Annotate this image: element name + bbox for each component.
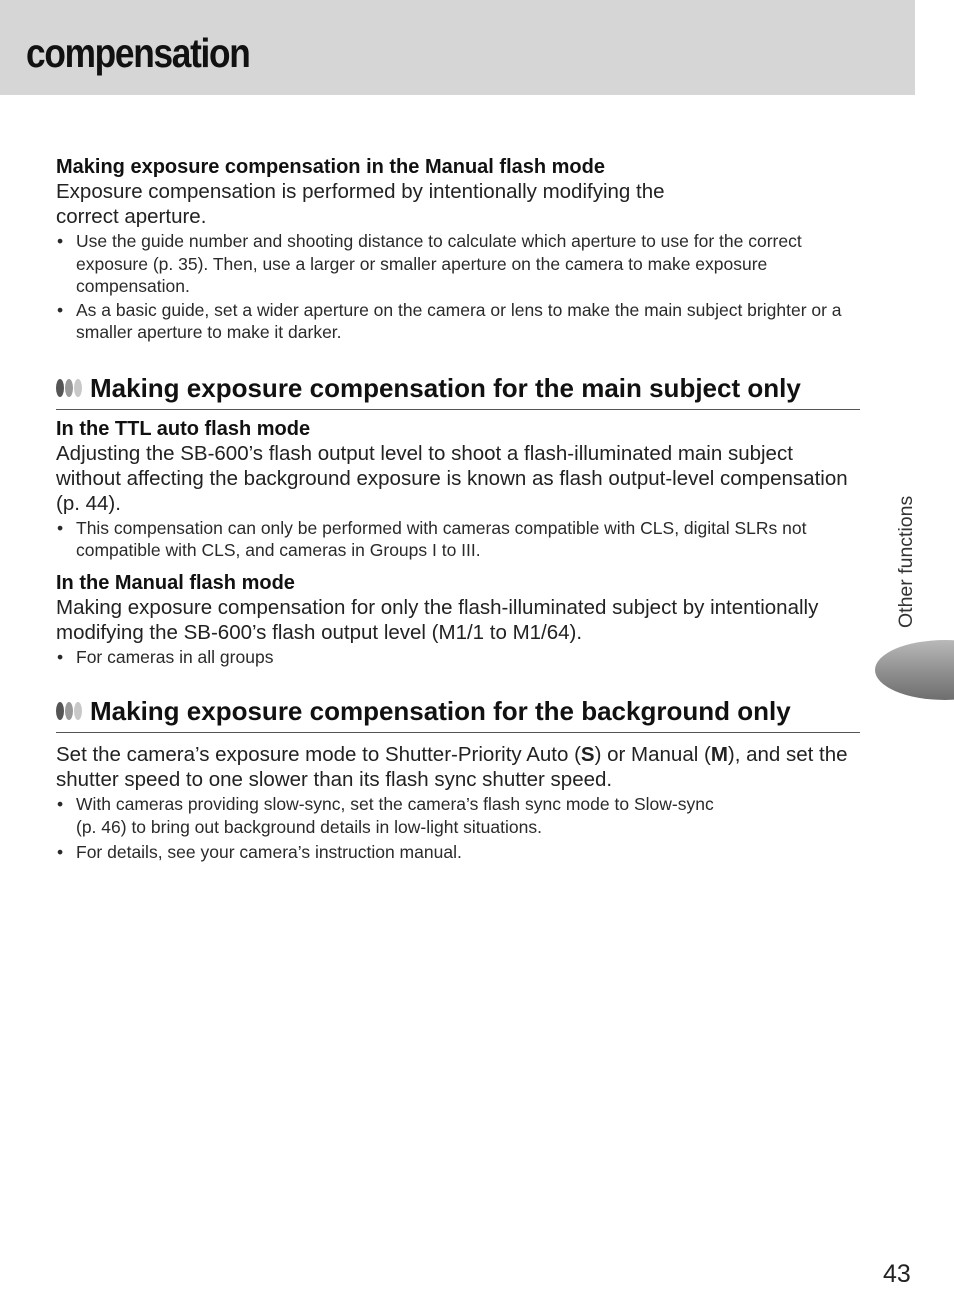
- section-bullet-icon: [56, 379, 83, 397]
- list-item: • This compensation can only be performed with cameras compatible with CLS, digital SLRs not compatible with CLS, and cameras in Groups I to III.: [56, 517, 860, 562]
- background-body: [56, 742, 860, 792]
- manual-mode-body: Making exposure compensation for only the flash-illuminated subject by intentionally modifying the SB-600’s flash output level (M1/1 to M1/64).: [56, 595, 819, 644]
- side-tab-label: Other functions: [895, 495, 917, 628]
- background-section: [56, 695, 860, 864]
- side-tab-marker: [875, 640, 954, 700]
- manual-flash-intro: [56, 155, 860, 344]
- manual-intro-body-line1: Exposure compensation is performed by intentionally modifying the: [56, 180, 665, 203]
- main-subject-section-header: [56, 372, 860, 410]
- header-band: [0, 0, 915, 95]
- manual-mode-heading: In the Manual flash mode: [56, 571, 295, 594]
- shutter-priority-mode-symbol: S: [580, 743, 595, 766]
- list-item: • Use the guide number and shooting distance to calculate which aperture to use for the correct exposure (p. 35). Then, use a larger or smaller aperture on the camera to make exposure compensation.: [56, 230, 860, 298]
- background-bullets: [56, 793, 860, 864]
- background-body-text: ), and set the shutter speed to one slower than its flash sync shutter speed.: [56, 743, 848, 791]
- main-subject-section: [56, 372, 860, 669]
- list-item: [56, 793, 860, 838]
- manual-mode-bullets: [56, 646, 860, 669]
- slow-sync-bullet-line1: With cameras providing slow-sync, set the camera’s flash sync mode to Slow-sync: [76, 794, 714, 814]
- slow-sync-bullet-line2: (p. 46) to bring out background details in low-light situations.: [76, 816, 542, 837]
- manual-intro-body: [56, 179, 860, 229]
- page-content: [56, 155, 860, 864]
- ttl-mode-heading: In the TTL auto flash mode: [56, 417, 311, 440]
- ttl-mode-body: Adjusting the SB-600’s flash output level to shoot a flash-illuminated main subject without affecting the background exposure is known as flash output-level compensation (p. 44).: [56, 441, 848, 515]
- background-body-text: Set the camera’s exposure mode to Shutter-Priority Auto (: [56, 743, 581, 766]
- list-item: • As a basic guide, set a wider aperture on the camera or lens to make the main subject brighter or a smaller aperture to make it darker.: [56, 299, 860, 344]
- page-number: 43: [883, 1260, 911, 1288]
- manual-intro-heading: Making exposure compensation in the Manual flash mode: [56, 156, 605, 178]
- main-subject-section-title: Making exposure compensation for the main subject only: [90, 372, 801, 403]
- background-section-title: Making exposure compensation for the background only: [90, 696, 791, 726]
- manual-intro-body-line2: correct aperture.: [56, 205, 207, 228]
- list-item: • For details, see your camera’s instruction manual.: [56, 841, 860, 864]
- background-section-header: [56, 695, 860, 733]
- manual-mode-symbol: M: [710, 743, 728, 766]
- background-body-text: ) or Manual (: [594, 743, 711, 766]
- manual-intro-bullets: [56, 230, 860, 344]
- page-title: compensation: [26, 30, 250, 76]
- section-bullet-icon: [56, 702, 83, 720]
- list-item: • For cameras in all groups: [56, 646, 860, 669]
- ttl-mode-bullets: [56, 517, 860, 562]
